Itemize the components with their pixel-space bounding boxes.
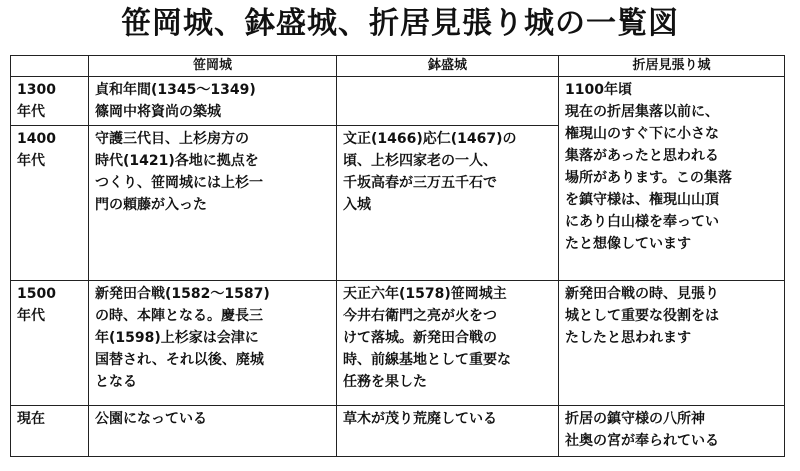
sasaoka-cell <box>89 77 337 126</box>
cell-line: を鎮守様は、権現山山頂 <box>565 192 719 208</box>
cell-line: 現在の折居集落以前に、 <box>565 104 719 120</box>
cell-line: 国替され、それ以後、廃城 <box>95 352 264 368</box>
cell-line: 1100年頃 <box>565 82 632 98</box>
hachimori-cell <box>337 281 559 406</box>
orii-cell <box>559 406 785 457</box>
header-sasaoka: 笹岡城 <box>89 56 337 77</box>
cell-line: 時代(1421)各地に拠点を <box>95 153 259 169</box>
cell-line: たと想像しています <box>565 236 691 252</box>
hachimori-cell <box>337 406 559 457</box>
cell-line: 折居の鎮守様の八所神 <box>565 411 705 427</box>
cell-line: にあり白山様を奉ってい <box>565 214 719 230</box>
era-label: 現在 <box>17 411 45 427</box>
cell-line: 公園になっている <box>95 411 207 427</box>
cell-line: 時、前線基地として重要な <box>343 352 511 368</box>
cell-line: 年(1598)上杉家は会津に <box>95 330 259 346</box>
cell-line: つくり、笹岡城には上杉一 <box>95 175 263 191</box>
cell-line: 社奥の宮が奉られている <box>565 433 719 449</box>
page-title: 笹岡城、鉢盛城、折居見張り城の一覧図 <box>121 6 679 41</box>
cell-line: 権現山のすぐ下に小さな <box>565 126 719 142</box>
table-row <box>11 281 785 406</box>
header-hachimori: 鉢盛城 <box>337 56 559 77</box>
cell-line: となる <box>95 374 137 390</box>
hachimori-cell <box>337 77 559 126</box>
cell-line: けて落城。新発田合戦の <box>343 330 497 346</box>
table-row <box>11 77 785 126</box>
cell-line: 千坂高春が三万五千石で <box>343 175 497 191</box>
era-cell <box>11 126 89 281</box>
cell-line: の時、本陣となる。慶長三 <box>95 308 263 324</box>
era-label: 1300 <box>17 82 56 98</box>
table-row <box>11 406 785 457</box>
header-orii: 折居見張り城 <box>559 56 785 77</box>
cell-line: 集落があったと思われる <box>565 148 719 164</box>
era-cell <box>11 406 89 457</box>
cell-line: 門の頼藤が入った <box>95 197 207 213</box>
cell-line: 入城 <box>343 197 371 213</box>
cell-line: 天正六年(1578)笹岡城主 <box>343 286 507 302</box>
hachimori-cell <box>337 126 559 281</box>
cell-line: 草木が茂り荒廃している <box>343 411 497 427</box>
cell-line: たしたと思われます <box>565 330 691 346</box>
era-label: 年代 <box>17 153 45 169</box>
era-label: 1400 <box>17 131 56 147</box>
cell-line: 篠岡中将資尚の築城 <box>95 104 221 120</box>
cell-line: 場所があります。この集落 <box>565 170 732 186</box>
sasaoka-cell <box>89 281 337 406</box>
castle-overview-table <box>10 55 785 457</box>
header-era <box>11 56 89 77</box>
era-label: 年代 <box>17 104 45 120</box>
cell-line: 貞和年間(1345～1349) <box>95 82 256 98</box>
sasaoka-cell <box>89 406 337 457</box>
cell-line: 任務を果した <box>343 374 427 390</box>
era-cell <box>11 77 89 126</box>
header-row <box>11 56 785 77</box>
era-label: 1500 <box>17 286 56 302</box>
cell-line: 守護三代目、上杉房方の <box>95 131 249 147</box>
sasaoka-cell <box>89 126 337 281</box>
cell-line: 今井右衛門之亮が火をつ <box>343 308 497 324</box>
era-label: 年代 <box>17 308 45 324</box>
era-cell <box>11 281 89 406</box>
cell-line: 新発田合戦の時、見張り <box>565 286 719 302</box>
orii-cell <box>559 281 785 406</box>
cell-line: 城として重要な役割をは <box>565 308 719 324</box>
cell-line: 頃、上杉四家老の一人、 <box>343 153 497 169</box>
cell-line: 新発田合戦(1582～1587) <box>95 286 270 302</box>
cell-line: 文正(1466)応仁(1467)の <box>343 131 517 147</box>
orii-cell <box>559 77 785 281</box>
